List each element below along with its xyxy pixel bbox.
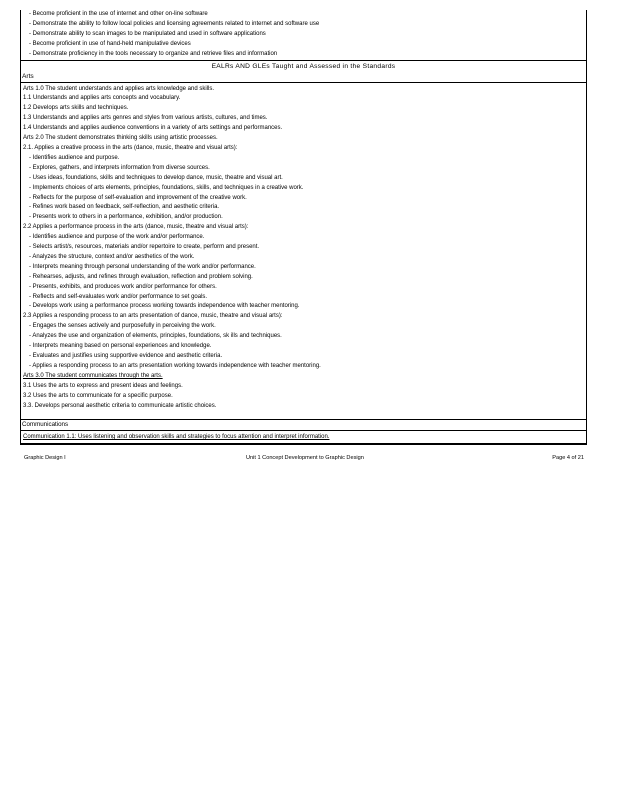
arts-standard-line — [23, 194, 586, 204]
technology-skills-list — [21, 10, 586, 60]
arts-standard-text: - Develops work using a performance process working towards independence with teacher mentoring. — [29, 303, 300, 310]
banner-title: EALRs AND GLEs Taught and Assessed in the Standards — [211, 62, 396, 70]
arts-standard-text: 2.1. Applies a creative process in the arts (dance, music, theatre and visual arts): — [23, 144, 238, 151]
arts-standard-text: - Identifies audience and purpose. — [29, 154, 120, 161]
arts-standard-text: - Refines work based on feedback, self-reflection, and aesthetic criteria. — [29, 204, 220, 211]
arts-standard-text: 3.1 Uses the arts to express and present ideas and feelings. — [23, 382, 183, 389]
arts-standard-text: 1.2 Develops arts skills and techniques. — [23, 105, 129, 112]
arts-standard-line — [23, 154, 586, 164]
arts-standard-text: - Explores, gathers, and interprets information from diverse sources. — [29, 164, 210, 171]
arts-standard-text: - Uses ideas, foundations, skills and techniques to develop dance, music, theatre and visual art. — [29, 174, 283, 181]
arts-standard-line — [23, 293, 586, 303]
arts-standard-line — [23, 203, 586, 213]
arts-standard-line — [23, 253, 586, 263]
arts-standard-line — [23, 134, 586, 144]
list-item: - Demonstrate ability to scan images to be manipulated and used in software applications — [29, 30, 266, 37]
arts-standard-text: - Rehearses, adjusts, and refines through evaluation, reflection and problem solving. — [29, 273, 253, 280]
arts-standard-text: - Interprets meaning through personal understanding of the work and/or performance. — [29, 263, 256, 270]
arts-standard-text: - Evaluates and justifies using supportive evidence and aesthetic criteria. — [29, 353, 223, 359]
arts-standard-text: 1.3 Understands and applies arts genres and styles from various artists, cultures, and times. — [23, 115, 268, 122]
arts-standard-text: - Interprets meaning based on personal experiences and knowledge. — [29, 343, 212, 350]
arts-standard-line — [23, 85, 586, 95]
page-footer — [24, 454, 584, 464]
arts-standard-line — [23, 233, 586, 243]
arts-standard-text: Arts 3.0 The student communicates through the arts. — [23, 372, 163, 379]
arts-standard-text: - Presents work to others in a performance, exhibition, and/or production. — [29, 214, 223, 221]
arts-standard-text: 3.2 Uses the arts to communicate for a specific purpose. — [23, 392, 173, 399]
arts-standard-text: - Selects artist/s, resources, materials and/or repertoire to create, perform and present. — [29, 244, 260, 251]
list-item: - Become proficient in the use of internet and other on-line software — [29, 11, 208, 17]
arts-standard-text: - Analyzes the structure, context and/or aesthetics of the work. — [29, 253, 195, 260]
list-item: - Demonstrate proficiency in the tools necessary to organize and retrieve files and information — [29, 50, 278, 57]
arts-standard-line — [23, 362, 586, 372]
arts-standard-line — [23, 164, 586, 174]
document-page — [20, 10, 587, 445]
arts-standard-text: - Reflects for the purpose of self-evaluation and improvement of the creative work. — [29, 194, 247, 201]
arts-standard-line — [23, 213, 586, 223]
arts-standard-text: 3.3. Develops personal aesthetic criteria to communicate artistic choices. — [23, 402, 217, 409]
arts-standard-text: - Engages the senses actively and purposefully in perceiving the work. — [29, 323, 216, 330]
arts-standard-text: Arts 2.0 The student demonstrates thinking skills using artistic processes. — [23, 135, 218, 142]
footer-course: Graphic Design I — [24, 455, 66, 461]
arts-standard-text: 1.4 Understands and applies audience conventions in a variety of arts settings and performances. — [23, 125, 283, 132]
arts-standard-line — [23, 302, 586, 312]
arts-standard-line — [23, 144, 586, 154]
arts-standard-text: 1.1 Understands and applies arts concepts and vocabulary. — [23, 95, 181, 102]
footer-page-number: Page 4 of 21 — [552, 455, 584, 461]
arts-standard-text: - Applies a responding process to an arts presentation working towards independence with teacher mentoring. — [29, 362, 321, 369]
communications-heading: Communications — [21, 419, 586, 431]
arts-standard-line — [23, 332, 586, 342]
footer-unit: Unit 1 Concept Development to Graphic Design — [246, 455, 364, 461]
arts-standard-text: - Reflects and self-evaluates work and/or performance to set goals. — [29, 293, 208, 300]
standards-table — [20, 10, 587, 445]
arts-standard-line — [23, 283, 586, 293]
arts-standard-text: - Presents, exhibits, and produces work and/or performance for others. — [29, 283, 217, 290]
banner-subtitle: Arts — [22, 72, 34, 80]
arts-standard-line — [23, 174, 586, 184]
arts-standard-line — [23, 312, 586, 322]
arts-standard-line — [23, 322, 586, 332]
arts-standard-text: Arts 1.0 The student understands and applies arts knowledge and skills. — [23, 85, 215, 92]
arts-standards-list — [21, 83, 586, 416]
arts-standard-line — [23, 124, 586, 134]
arts-standard-line — [23, 352, 586, 362]
arts-standard-text: - Analyzes the use and organization of elements, principles, foundations, sk ills and techniques. — [29, 333, 282, 340]
arts-standard-line — [23, 184, 586, 194]
arts-standard-line — [23, 382, 586, 392]
arts-standard-line — [23, 263, 586, 273]
arts-standard-text: - Identifies audience and purpose of the work and/or performance. — [29, 234, 205, 241]
arts-standard-line — [23, 402, 586, 412]
arts-standard-text: 2.3 Applies a responding process to an arts presentation of dance, music, theatre and visual arts): — [23, 313, 283, 320]
arts-standard-line — [23, 223, 586, 233]
communications-standard-text: Communication 1.1: Uses listening and observation skills and strategies to focus attention and interpret information. — [23, 434, 330, 441]
arts-standard-text: 2.2 Applies a performance process in the arts (dance, music, theatre and visual arts): — [23, 224, 249, 231]
list-item: - Demonstrate the ability to follow local policies and licensing agreements related to internet and software use — [29, 20, 320, 27]
arts-standard-line — [23, 114, 586, 124]
arts-standard-line — [23, 392, 586, 402]
standards-banner — [21, 60, 586, 83]
arts-standard-line — [23, 94, 586, 104]
arts-standard-line — [23, 372, 586, 382]
arts-standard-line — [23, 273, 586, 283]
arts-standard-line — [23, 243, 586, 253]
communications-standard — [21, 431, 586, 444]
arts-standard-line — [23, 104, 586, 114]
arts-standard-line — [23, 342, 586, 352]
list-item: - Become proficient in use of hand-held manipulative devices — [29, 40, 191, 47]
arts-standard-text: - Implements choices of arts elements, principles, foundations, skills, and techniques in a creative work. — [29, 184, 304, 191]
